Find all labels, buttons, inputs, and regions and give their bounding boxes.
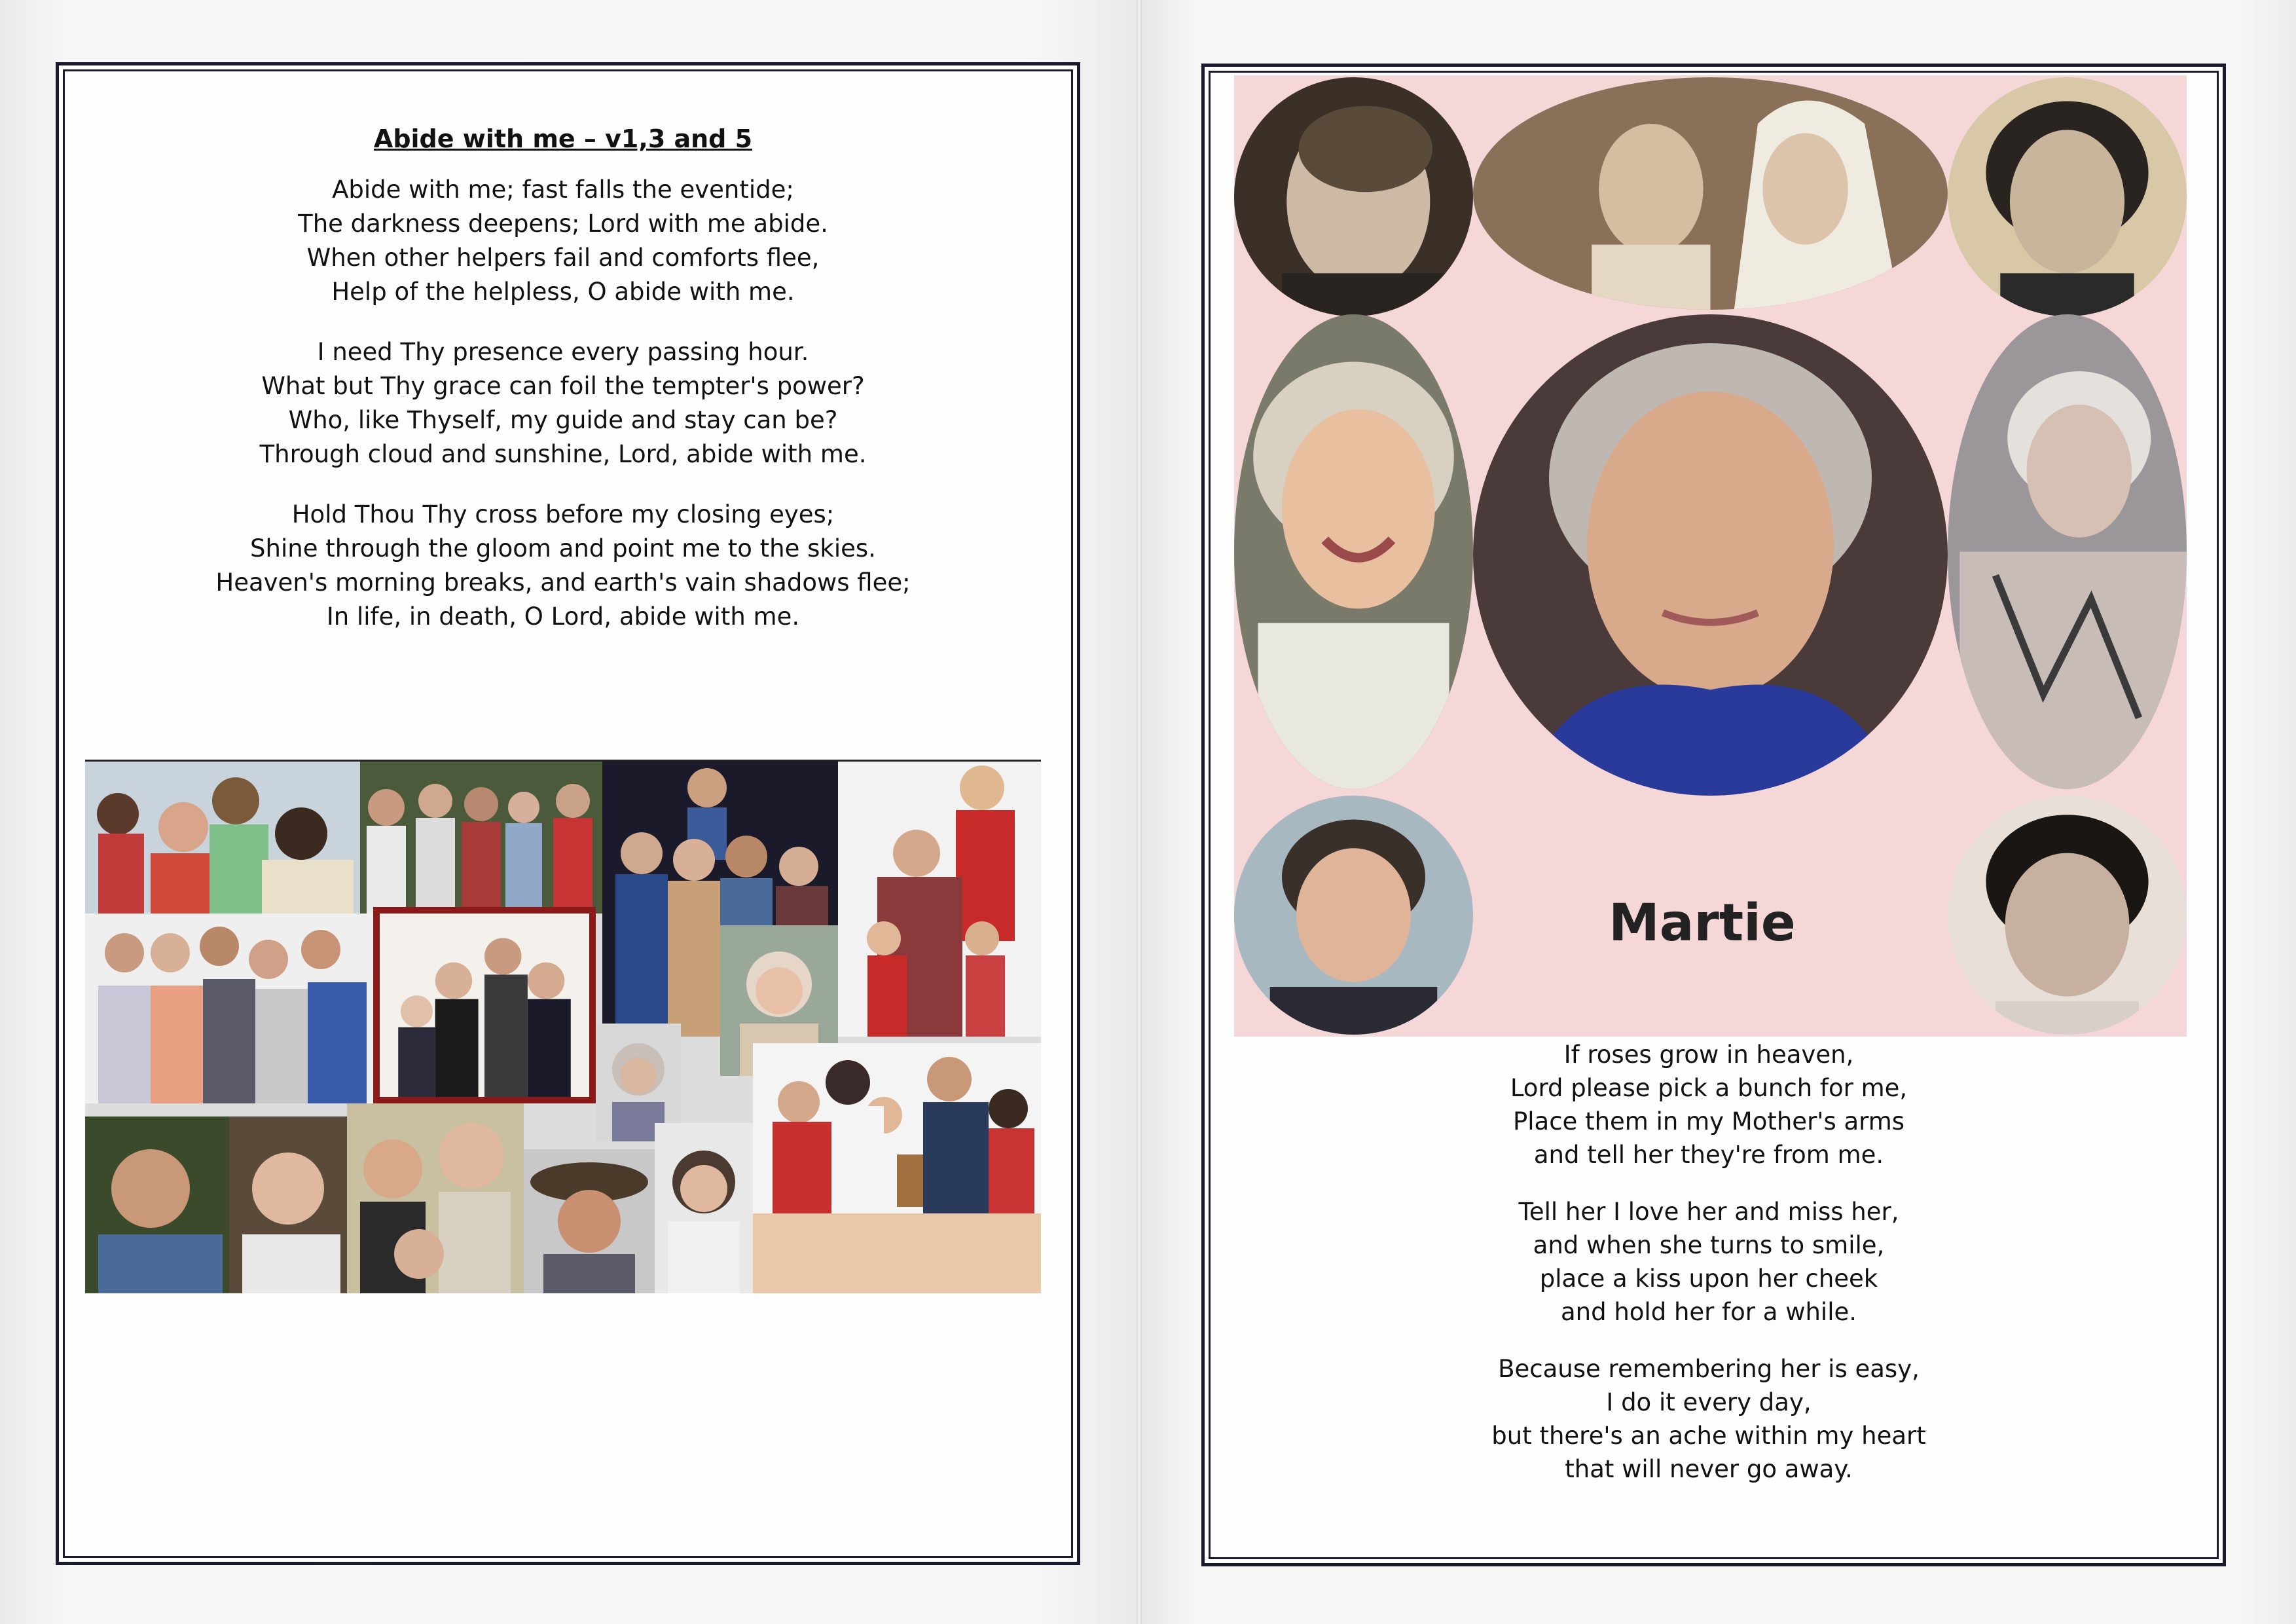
hymn-line: Hold Thou Thy cross before my closing eyes; [291,500,835,528]
family-photo [655,1123,753,1293]
hymn-line: When other helpers fail and comforts flee, [306,244,820,272]
hymn-line: Abide with me; fast falls the eventide; [332,175,794,204]
portrait-photo [1948,796,2187,1035]
deceased-name: Martie [1609,894,1796,953]
family-photo-collage [85,762,1041,1293]
family-photo [347,1103,524,1293]
portrait-photo [1948,314,2187,789]
hymn-line: What but Thy grace can foil the tempter's power? [261,372,865,400]
portrait-photo [1234,314,1473,789]
hymn-line: Who, like Thyself, my guide and stay can be? [288,406,838,434]
portrait-photo [1234,796,1473,1035]
wedding-photo [1473,77,1948,310]
poem-verse-3 [1309,1352,2108,1486]
hymn-line: Through cloud and sunshine, Lord, abide with me. [259,440,867,468]
page-fold [1137,0,1142,1624]
hymn-line: Shine through the gloom and point me to the skies. [250,534,876,563]
main-portrait-photo [1473,314,1948,796]
portrait-photo [1234,77,1473,316]
hymn-line: Heaven's morning breaks, and earth's vain shadows flee; [215,568,911,597]
poem-line: place a kiss upon her cheek [1539,1264,1878,1293]
family-photo [524,1149,655,1293]
family-photo [838,762,1041,1037]
poem-verse-2 [1309,1195,2108,1329]
poem-line: Place them in my Mother's arms [1512,1107,1905,1135]
family-photo [373,907,596,1103]
hymn-title: Abide with me – v1,3 and 5 [373,124,753,153]
hymn-verse-3 [79,498,1048,634]
family-photo [753,1043,1041,1293]
hymn-line: I need Thy presence every passing hour. [317,338,809,366]
poem-line: Lord please pick a bunch for me, [1510,1074,1908,1102]
poem-line: but there's an ache within my heart [1491,1422,1926,1450]
poem-line: and hold her for a while. [1560,1298,1857,1326]
hymn-line: The darkness deepens; Lord with me abide. [298,210,828,238]
memorial-poem [1309,1038,2108,1509]
hymn-line: Help of the helpless, O abide with me. [331,278,795,306]
poem-line: Tell her I love her and miss her, [1518,1198,1899,1226]
poem-verse-1 [1309,1038,2108,1172]
poem-line: I do it every day, [1606,1388,1812,1416]
family-photo [85,762,360,913]
poem-line: and tell her they're from me. [1533,1141,1884,1169]
family-photo [229,1116,347,1293]
hymn-verse-1 [79,173,1048,309]
poem-line: and when she turns to smile, [1533,1231,1885,1259]
family-photo [360,762,602,913]
hymn-section [79,124,1048,660]
poem-line: Because remembering her is easy, [1498,1355,1920,1383]
hymn-line: In life, in death, O Lord, abide with me. [326,602,800,631]
family-photo [85,913,373,1103]
poem-line: that will never go away. [1565,1455,1853,1483]
family-photo [85,1116,229,1293]
poem-line: If roses grow in heaven, [1563,1041,1854,1069]
hymn-verse-2 [79,335,1048,471]
portrait-photo [1948,77,2187,316]
